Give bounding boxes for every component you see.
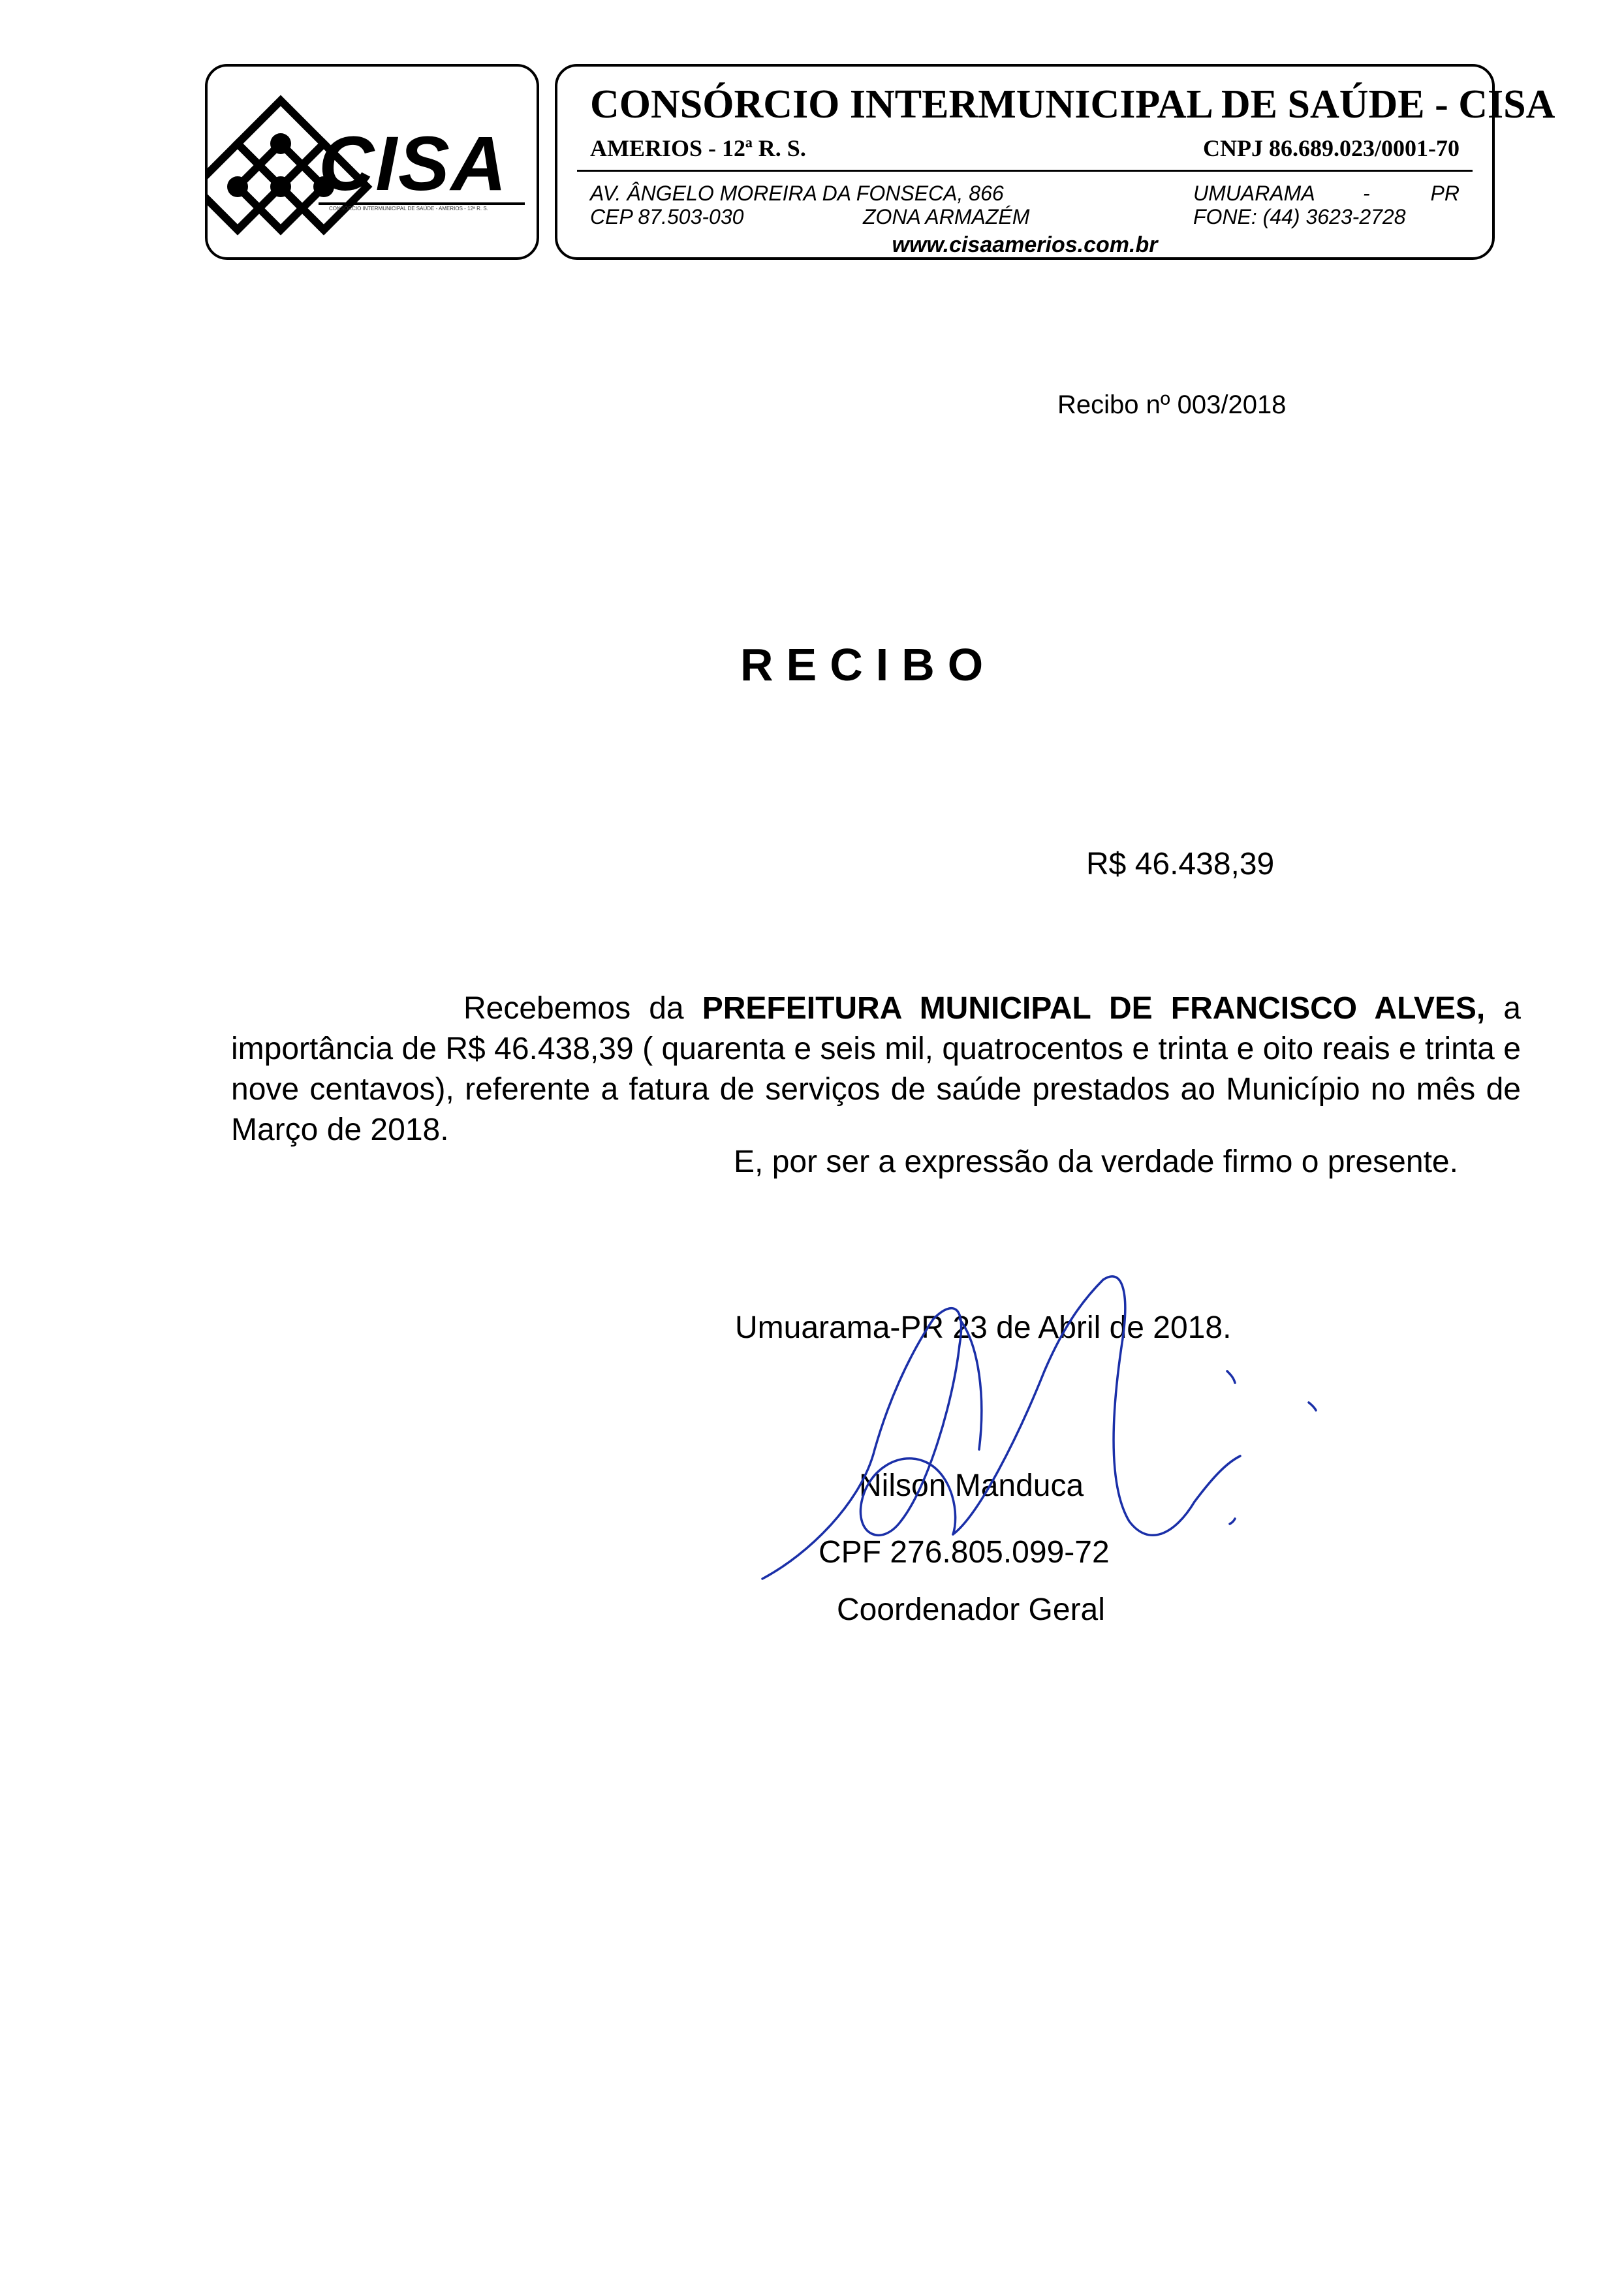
- cep: CEP 87.503-030: [590, 205, 744, 229]
- phone: FONE: (44) 3623-2728: [1193, 205, 1406, 229]
- org-cnpj: CNPJ 86.689.023/0001-70: [1203, 135, 1460, 161]
- receipt-amount: R$ 46.438,39: [1086, 847, 1275, 881]
- document-title: RECIBO: [740, 639, 997, 690]
- zone: ZONA ARMAZÉM: [863, 205, 1030, 229]
- paragraph-intro: Recebemos da: [463, 991, 702, 1026]
- letterhead-box: [555, 64, 1555, 260]
- closing-statement: E, por ser a expressão da verdade firmo o presente.: [734, 1145, 1458, 1179]
- logo-box: [205, 64, 539, 260]
- signer-role: Coordenador Geral: [837, 1592, 1105, 1627]
- city: UMUARAMA: [1193, 182, 1315, 205]
- receipt-paragraph: [231, 989, 1521, 1150]
- org-name: CONSÓRCIO INTERMUNICIPAL DE SAÚDE - CISA: [590, 82, 1555, 127]
- logo-caption: CONSÓRCIO INTERMUNICIPAL DE SAÚDE - AMERIOS - 12ª R. S.: [329, 206, 488, 212]
- logo-text: CISA: [319, 121, 508, 207]
- org-subtitle: AMERIOS - 12ª R. S.: [590, 135, 806, 161]
- receipt-number: Recibo nº 003/2018: [1057, 390, 1287, 419]
- address-line: AV. ÂNGELO MOREIRA DA FONSECA, 866: [590, 182, 1004, 205]
- state: PR: [1430, 182, 1460, 205]
- website-link[interactable]: www.cisaamerios.com.br: [892, 232, 1158, 257]
- payer-name: PREFEITURA MUNICIPAL DE FRANCISCO ALVES,: [702, 991, 1486, 1026]
- letterhead-divider: [577, 170, 1473, 172]
- signer-name: Nilson Manduca: [859, 1468, 1084, 1503]
- city-separator: -: [1363, 182, 1370, 205]
- place-date: Umuarama-PR 23 de Abril de 2018.: [735, 1310, 1232, 1345]
- signer-cpf: CPF 276.805.099-72: [819, 1535, 1110, 1570]
- paragraph-body: a importância de R$ 46.438,39 ( quarenta e seis mil, quatrocentos e trinta e oito reais e trinta e nove centavos), referente a fatura de serviços de saúde prestados ao Município no mês de Março de 2018.: [231, 991, 1522, 1147]
